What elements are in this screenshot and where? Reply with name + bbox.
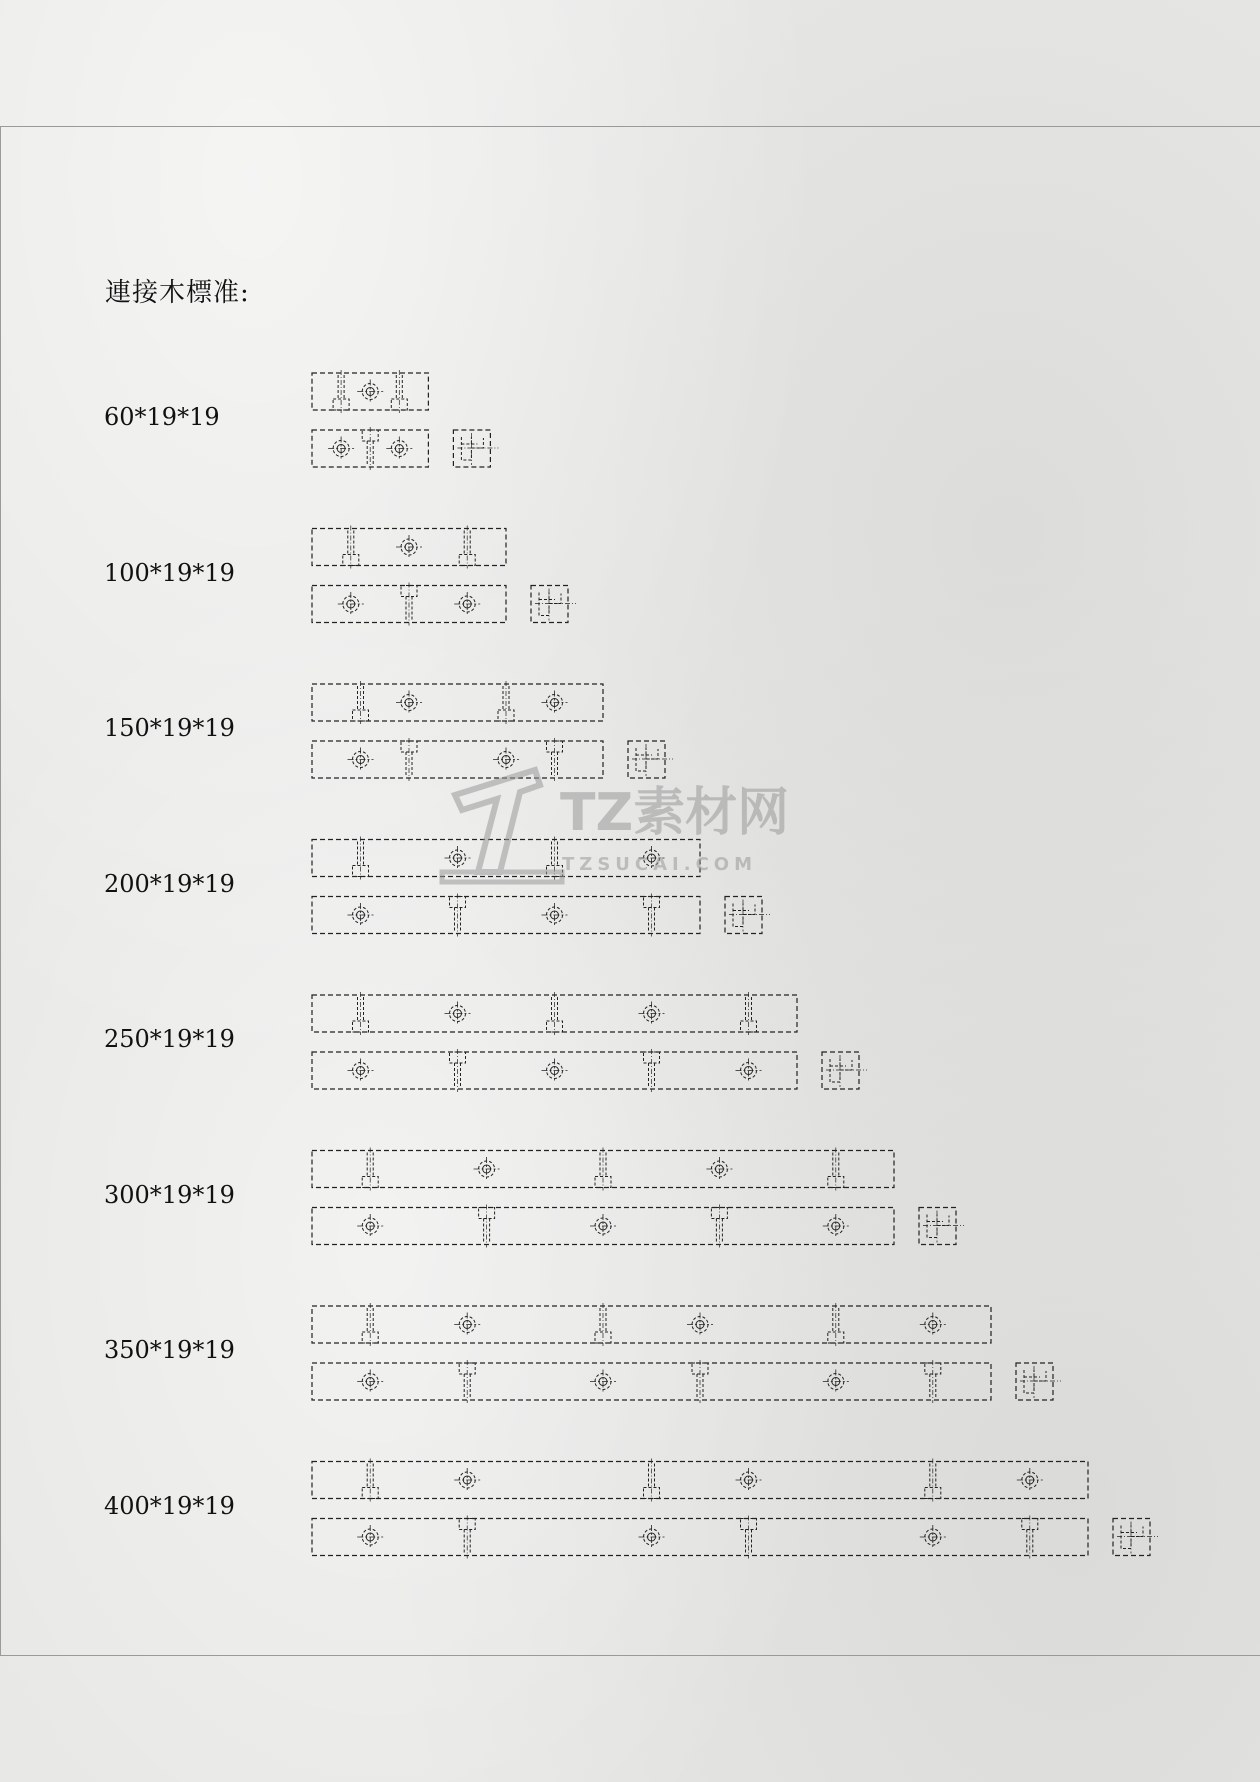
watermark-domain: TZSUCAI.COM bbox=[562, 854, 758, 875]
end-section-view bbox=[628, 741, 673, 778]
screw-hole bbox=[454, 592, 480, 616]
size-label: 150*19*19 bbox=[104, 714, 235, 742]
end-section-view bbox=[1113, 1519, 1158, 1556]
screw-hole bbox=[445, 1002, 471, 1026]
dowel-section bbox=[353, 837, 369, 880]
size-label: 250*19*19 bbox=[104, 1025, 235, 1053]
screw-hole bbox=[639, 1525, 665, 1549]
dowel-section bbox=[353, 992, 369, 1035]
dowel-section bbox=[459, 1516, 475, 1559]
dowel-section bbox=[547, 738, 563, 781]
joint-wood-piece bbox=[312, 681, 673, 781]
watermark-brand: TZ素材网 bbox=[560, 783, 790, 843]
screw-hole bbox=[396, 535, 422, 559]
screw-hole bbox=[357, 1370, 383, 1394]
screw-hole bbox=[542, 1059, 568, 1083]
screw-hole bbox=[639, 1002, 665, 1026]
screw-hole bbox=[823, 1370, 849, 1394]
dowel-section bbox=[595, 1148, 611, 1191]
dowel-section bbox=[1022, 1516, 1038, 1559]
screw-hole bbox=[736, 1468, 762, 1492]
screw-hole bbox=[357, 1214, 383, 1238]
screw-hole bbox=[736, 1059, 762, 1083]
dowel-section bbox=[498, 681, 514, 724]
screw-hole bbox=[348, 748, 374, 772]
front-view-outline bbox=[312, 1519, 1088, 1556]
dowel-section bbox=[401, 738, 417, 781]
dowel-section bbox=[711, 1205, 727, 1248]
screw-hole bbox=[338, 592, 364, 616]
dowel-section bbox=[401, 583, 417, 626]
size-label: 100*19*19 bbox=[104, 558, 235, 587]
screw-hole bbox=[454, 1468, 480, 1492]
screw-hole bbox=[590, 1370, 616, 1394]
dowel-section bbox=[450, 894, 466, 937]
top-view-outline bbox=[312, 1462, 1088, 1499]
dowel-section bbox=[741, 1516, 757, 1559]
dowel-section bbox=[479, 1205, 495, 1248]
dowel-section bbox=[595, 1303, 611, 1346]
dowel-section bbox=[362, 1148, 378, 1191]
screw-hole bbox=[590, 1214, 616, 1238]
screw-hole bbox=[454, 1313, 480, 1337]
watermark bbox=[442, 770, 789, 882]
screw-hole bbox=[328, 437, 354, 461]
end-section-view bbox=[919, 1208, 964, 1245]
screw-hole bbox=[357, 380, 383, 404]
screw-hole bbox=[474, 1157, 500, 1181]
joint-wood-piece bbox=[312, 370, 498, 470]
joint-wood-piece bbox=[312, 837, 770, 937]
end-section-view bbox=[822, 1052, 867, 1089]
top-view-outline bbox=[312, 1306, 991, 1343]
dowel-section bbox=[644, 894, 660, 937]
dowel-section bbox=[828, 1303, 844, 1346]
dowel-section bbox=[692, 1360, 708, 1403]
screw-hole bbox=[348, 1059, 374, 1083]
dowel-section bbox=[828, 1148, 844, 1191]
screw-hole bbox=[542, 691, 568, 715]
dowel-section bbox=[353, 681, 369, 724]
screw-hole bbox=[706, 1157, 732, 1181]
screw-hole bbox=[920, 1525, 946, 1549]
dowel-section bbox=[459, 1360, 475, 1403]
size-label: 300*19*19 bbox=[104, 1180, 235, 1209]
dowel-section bbox=[391, 370, 407, 413]
dowel-section bbox=[925, 1360, 941, 1403]
dowel-section bbox=[644, 1459, 660, 1502]
screw-hole bbox=[920, 1313, 946, 1337]
screw-hole bbox=[823, 1214, 849, 1238]
front-view-outline bbox=[312, 1363, 991, 1400]
screw-hole bbox=[348, 903, 374, 927]
screw-hole bbox=[687, 1313, 713, 1337]
screw-hole bbox=[542, 903, 568, 927]
joint-wood-piece bbox=[312, 1303, 1061, 1403]
joint-wood-piece bbox=[312, 992, 867, 1092]
size-label: 60*19*19 bbox=[104, 403, 220, 431]
size-label: 400*19*19 bbox=[104, 1491, 235, 1520]
screw-hole bbox=[357, 1525, 383, 1549]
end-section-view bbox=[725, 897, 770, 934]
end-section-view bbox=[531, 586, 576, 623]
screw-hole bbox=[386, 437, 412, 461]
end-section-view bbox=[453, 430, 498, 467]
dowel-section bbox=[644, 1049, 660, 1092]
dowel-section bbox=[362, 427, 378, 470]
size-label: 200*19*19 bbox=[104, 869, 235, 898]
dowel-section bbox=[741, 992, 757, 1035]
screw-hole bbox=[1017, 1468, 1043, 1492]
front-view-outline bbox=[312, 897, 700, 934]
watermark-logo-icon bbox=[455, 770, 540, 872]
dowel-section bbox=[362, 1459, 378, 1502]
screw-hole bbox=[396, 691, 422, 715]
size-label: 350*19*19 bbox=[104, 1336, 235, 1364]
page-title: 連接木標准: bbox=[105, 278, 250, 308]
dowel-section bbox=[459, 526, 475, 569]
joint-wood-piece bbox=[312, 1148, 964, 1248]
end-section-view bbox=[1016, 1363, 1061, 1400]
dowel-section bbox=[925, 1459, 941, 1502]
joint-wood-piece bbox=[312, 526, 576, 626]
dowel-section bbox=[450, 1049, 466, 1092]
screw-hole bbox=[493, 748, 519, 772]
dowel-section bbox=[362, 1303, 378, 1346]
dowel-section bbox=[343, 526, 359, 569]
joint-wood-piece bbox=[312, 1459, 1158, 1559]
screw-hole bbox=[445, 846, 471, 870]
dowel-section bbox=[333, 370, 349, 413]
dowel-section bbox=[547, 992, 563, 1035]
